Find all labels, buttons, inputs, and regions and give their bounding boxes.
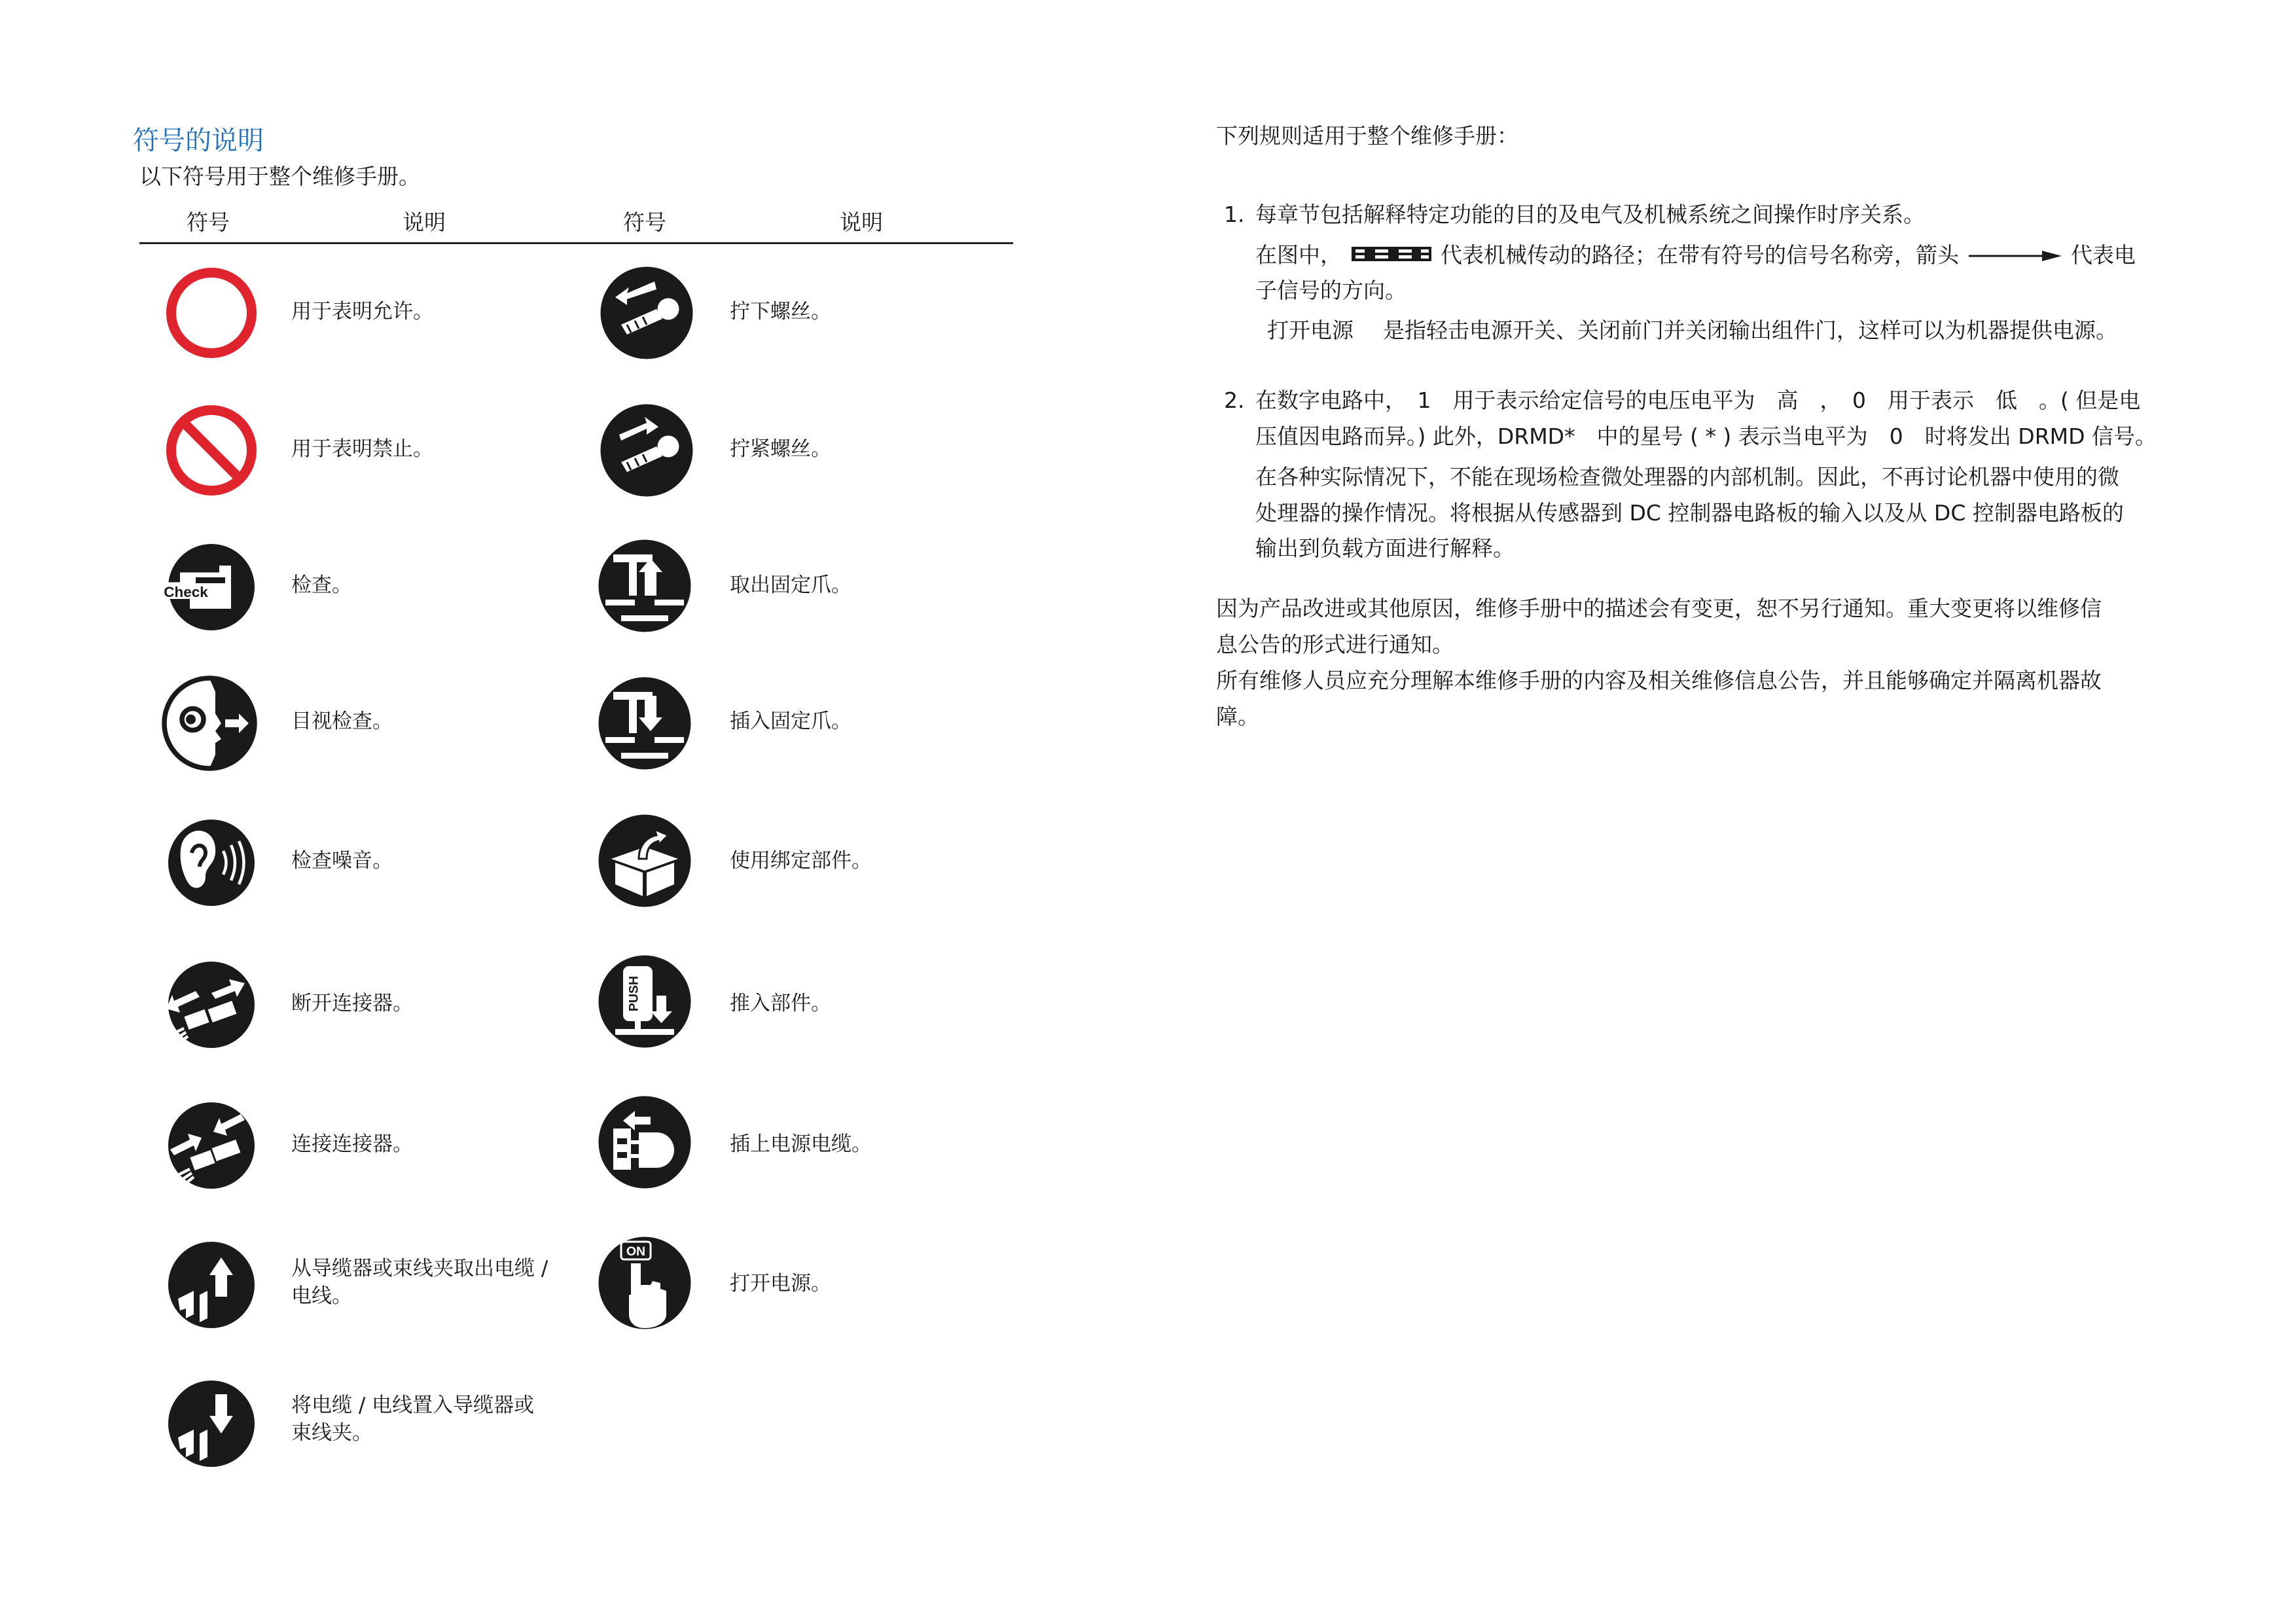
rule-2-line-5: 输出到负载方面进行解释。: [1255, 535, 1515, 561]
symbol-desc: 插上电源电缆。: [730, 1132, 872, 1156]
symbol-desc: 检查。: [291, 573, 352, 597]
disconnect-connector-icon: [160, 956, 259, 1054]
symbol-desc: 断开连接器。: [291, 992, 413, 1015]
rule-2-line-2: 压值因电路而异。) 此外，DRMD* 中的星号 ( * ) 表示当电平为 0 时将发出 DRMD 信号。: [1255, 424, 2157, 449]
notice-line-2: 息公告的形式进行通知。: [1216, 632, 1454, 657]
rule-2-number: 2.: [1224, 388, 1245, 413]
symbol-desc-line2: 束线夹。: [291, 1421, 372, 1445]
rule-2-line-4: 处理器的操作情况。将根据从传感器到 DC 控制器电路板的输入以及从 DC 控制器电路板的: [1255, 500, 2124, 526]
symbol-desc: 插入固定爪。: [730, 710, 852, 733]
insert-cable-icon: [160, 1375, 259, 1473]
insert-claw-icon: [596, 674, 694, 772]
col-header-symbol-1: 符号: [187, 209, 230, 235]
rule-1-text: 每章节包括解释特定功能的目的及电气及机械系统之间操作时序关系。: [1255, 202, 1925, 227]
plug-icon: [596, 1093, 694, 1191]
symbol-desc-line1: 将电缆 / 电线置入导缆器或: [291, 1394, 535, 1417]
col-header-description-1: 说明: [403, 209, 446, 235]
binding-part-icon: [596, 812, 694, 910]
rule-2-line-1: 在数字电路中， 1 用于表示给定信号的电压电平为 高 ， 0 用于表示 低 。( 但是电: [1255, 388, 2141, 413]
col-header-description-2: 说明: [840, 209, 883, 235]
symbol-desc: [291, 1255, 548, 1310]
signal-arrow-icon: [1966, 238, 2064, 274]
col-header-symbol-2: 符号: [623, 209, 666, 235]
symbol-desc: [291, 1392, 534, 1447]
check-hand-icon: [160, 538, 259, 636]
symbol-desc: 推入部件。: [730, 992, 831, 1015]
check-label: Check: [164, 584, 208, 600]
push-label: PUSH: [626, 975, 641, 1012]
page-subtitle: 以下符号用于整个维修手册。: [139, 164, 420, 189]
rule-1-para-1: [1255, 237, 2172, 274]
rule-1-para-2b: 是指轻击电源开关、关闭前门并关闭输出组件门，这样可以为机器提供电源。: [1383, 317, 2117, 343]
power-on-icon: [596, 1234, 694, 1332]
remove-cable-icon: [160, 1236, 259, 1334]
rule-1-para-2a: 打开电源: [1267, 317, 1354, 343]
symbol-desc: 取出固定爪。: [730, 573, 852, 597]
remove-claw-icon: [596, 537, 694, 635]
mechanical-path-indicator-icon: [1349, 238, 1434, 274]
rule-1-para-1b: 代表机械传动的路径；在带有符号的信号名称旁，箭头: [1441, 242, 1959, 268]
circle-outline-icon: [162, 264, 260, 362]
symbol-desc: 目视检查。: [291, 710, 393, 733]
ear-icon: [160, 814, 259, 912]
notice-line-3: 所有维修人员应充分理解本维修手册的内容及相关维修信息公告，并且能够确定并隔离机器故: [1216, 668, 2102, 693]
rules-intro: 下列规则适用于整个维修手册：: [1216, 123, 1518, 149]
symbol-desc: 用于表明禁止。: [291, 437, 433, 461]
unscrew-icon: [598, 264, 696, 362]
rule-1-number: 1.: [1224, 202, 1245, 227]
symbol-desc: 使用绑定部件。: [730, 849, 872, 873]
symbol-desc: 拧下螺丝。: [730, 300, 831, 323]
rule-1-para-1d: 子信号的方向。: [1255, 278, 1407, 303]
notice-line-4: 障。: [1216, 704, 1259, 729]
screw-tighten-icon: [598, 401, 696, 499]
header-divider: [139, 242, 1013, 244]
push-icon: [596, 952, 694, 1051]
eye-icon: [160, 674, 259, 772]
symbol-desc-line2: 电线。: [291, 1284, 352, 1308]
prohibited-icon: [162, 401, 260, 499]
symbol-desc: 用于表明允许。: [291, 300, 433, 323]
page-title: 符号的说明: [133, 126, 264, 156]
notice-line-1: 因为产品改进或其他原因，维修手册中的描述会有变更，恕不另行通知。重大变更将以维修信: [1216, 596, 2102, 621]
rule-2-line-3: 在各种实际情况下，不能在现场检查微处理器的内部机制。因此，不再讨论机器中使用的微: [1255, 464, 2119, 490]
symbol-desc: 连接连接器。: [291, 1132, 413, 1156]
rule-1-para-1c: 代表电: [2071, 242, 2136, 268]
rule-1-para-1a: 在图中，: [1255, 242, 1342, 268]
symbol-desc: 打开电源。: [730, 1272, 831, 1295]
symbol-desc: 拧紧螺丝。: [730, 437, 831, 461]
symbol-desc: 检查噪音。: [291, 849, 393, 873]
symbol-desc-line1: 从导缆器或束线夹取出电缆 /: [291, 1257, 548, 1280]
connect-connector-icon: [160, 1096, 259, 1195]
on-label: ON: [626, 1244, 646, 1259]
